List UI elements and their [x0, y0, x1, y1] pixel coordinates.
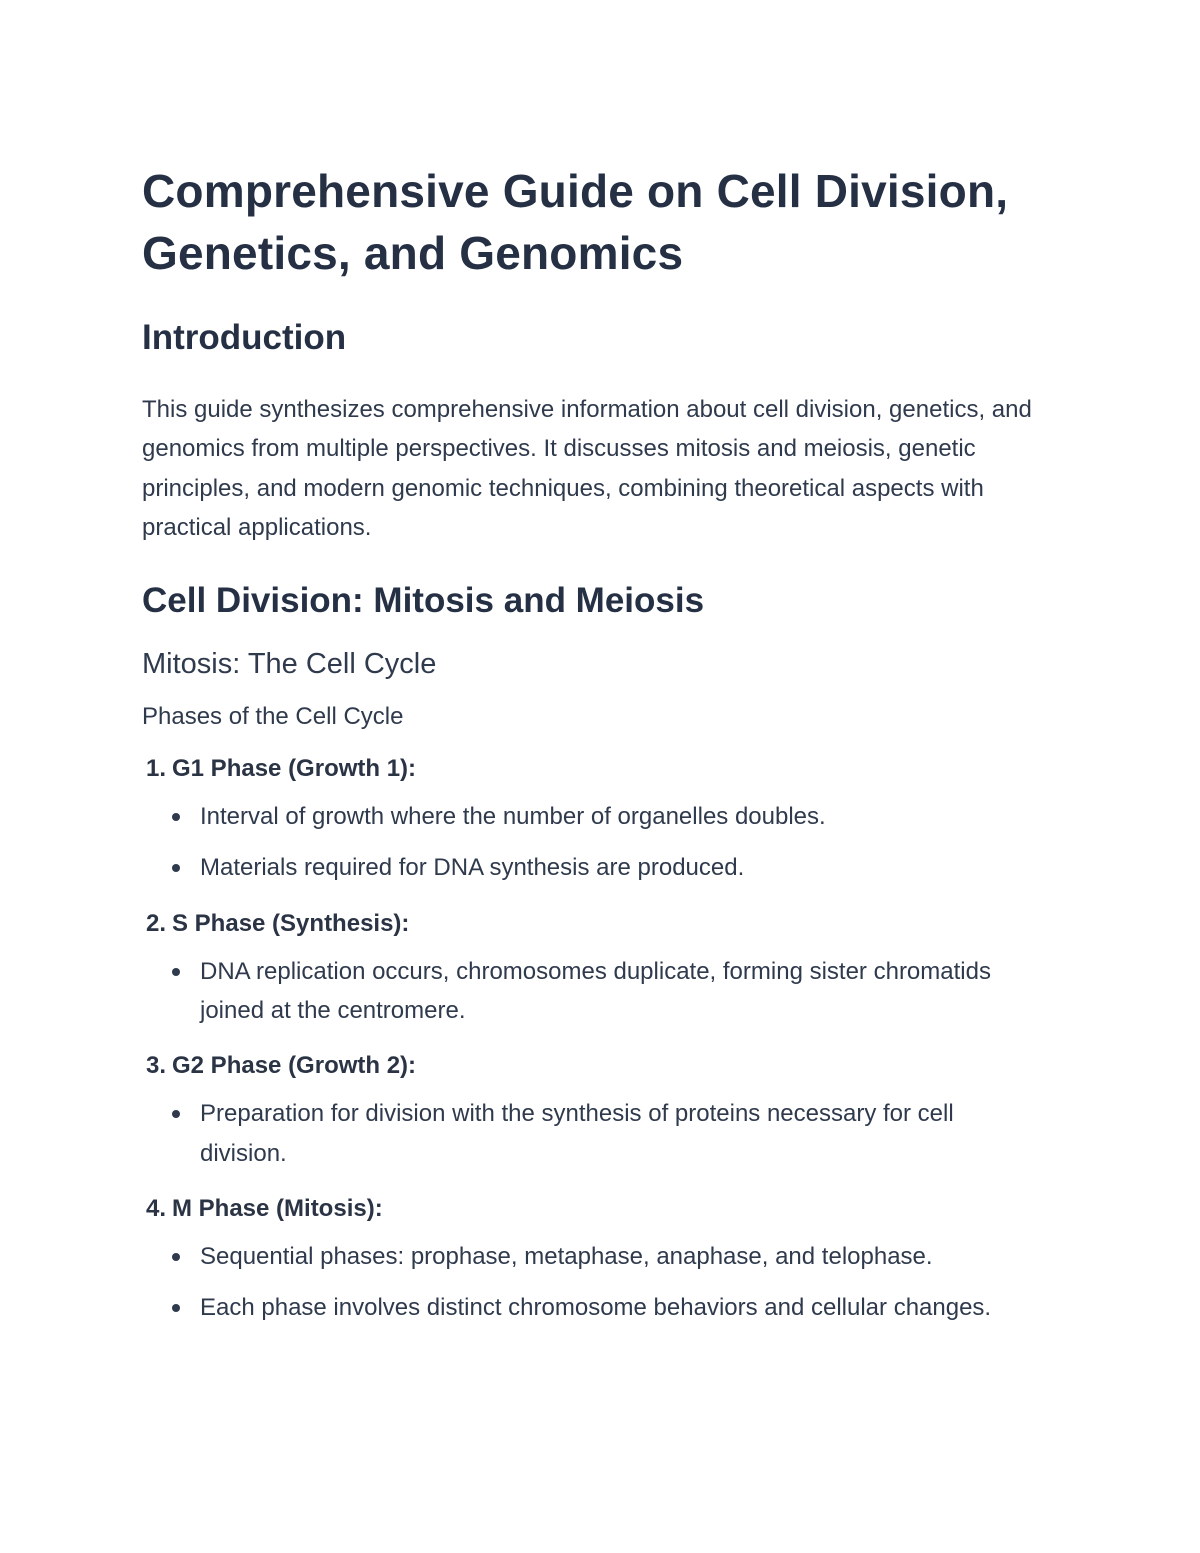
phase-item [142, 908, 1042, 1031]
bullet-item [170, 1288, 1040, 1327]
phase-number: 4. [145, 1194, 166, 1222]
bullet-item [170, 1237, 1040, 1276]
phase-bullets [142, 1094, 1042, 1173]
bullet-item [170, 797, 1040, 836]
cell-division-heading: Cell Division: Mitosis and Meiosis [142, 581, 705, 621]
phases-heading: Phases of the Cell Cycle [142, 703, 404, 731]
introduction-heading: Introduction [142, 318, 347, 357]
phase-header [142, 1050, 1042, 1082]
phase-number: 3. [145, 1052, 166, 1080]
document-title: Comprehensive Guide on Cell Division, Genetics, and Genomics [142, 165, 1009, 279]
bullet-text: Preparation for division with the synthesis of proteins necessary for cell division. [200, 1100, 954, 1167]
bullet-item [170, 848, 1040, 887]
phase-title: M Phase (Mitosis): [172, 1194, 383, 1222]
phase-header [142, 908, 1042, 940]
phase-bullets [142, 1237, 1042, 1328]
bullet-dot-icon [172, 1110, 180, 1118]
bullet-text: Materials required for DNA synthesis are produced. [200, 854, 745, 882]
bullet-item [170, 952, 1040, 1031]
document-page [142, 160, 1042, 1328]
bullet-text: Interval of growth where the number of organelles doubles. [200, 803, 826, 831]
phase-number: 1. [145, 755, 166, 783]
introduction-paragraph: This guide synthesizes comprehensive information about cell division, genetics, and genomics from multiple perspectives. It discusses mitosis and meiosis, genetic principles, and modern genomic techniques, combining theoretical aspects with practical applications. [142, 396, 1032, 541]
phase-title: G1 Phase (Growth 1): [172, 755, 417, 783]
phase-bullets [142, 952, 1042, 1031]
phase-bullets [142, 797, 1042, 888]
phase-item [142, 753, 1042, 888]
bullet-dot-icon [172, 864, 180, 872]
bullet-text: DNA replication occurs, chromosomes duplicate, forming sister chromatids joined at the centromere. [200, 957, 991, 1025]
phase-header [142, 1193, 1042, 1225]
bullet-dot-icon [172, 968, 180, 976]
phase-header [142, 753, 1042, 785]
bullet-text: Each phase involves distinct chromosome behaviors and cellular changes. [200, 1294, 992, 1322]
phase-item [142, 1193, 1042, 1328]
bullet-item [170, 1094, 1040, 1173]
bullet-dot-icon [172, 1253, 180, 1261]
bullet-text: Sequential phases: prophase, metaphase, anaphase, and telophase. [200, 1242, 933, 1270]
mitosis-subheading: Mitosis: The Cell Cycle [142, 648, 437, 681]
phase-title: S Phase (Synthesis): [172, 909, 410, 937]
phases-list [142, 753, 1042, 1327]
bullet-dot-icon [172, 813, 180, 821]
phase-item [142, 1050, 1042, 1173]
phase-title: G2 Phase (Growth 2): [172, 1052, 417, 1080]
phase-number: 2. [145, 909, 166, 937]
bullet-dot-icon [172, 1304, 180, 1312]
